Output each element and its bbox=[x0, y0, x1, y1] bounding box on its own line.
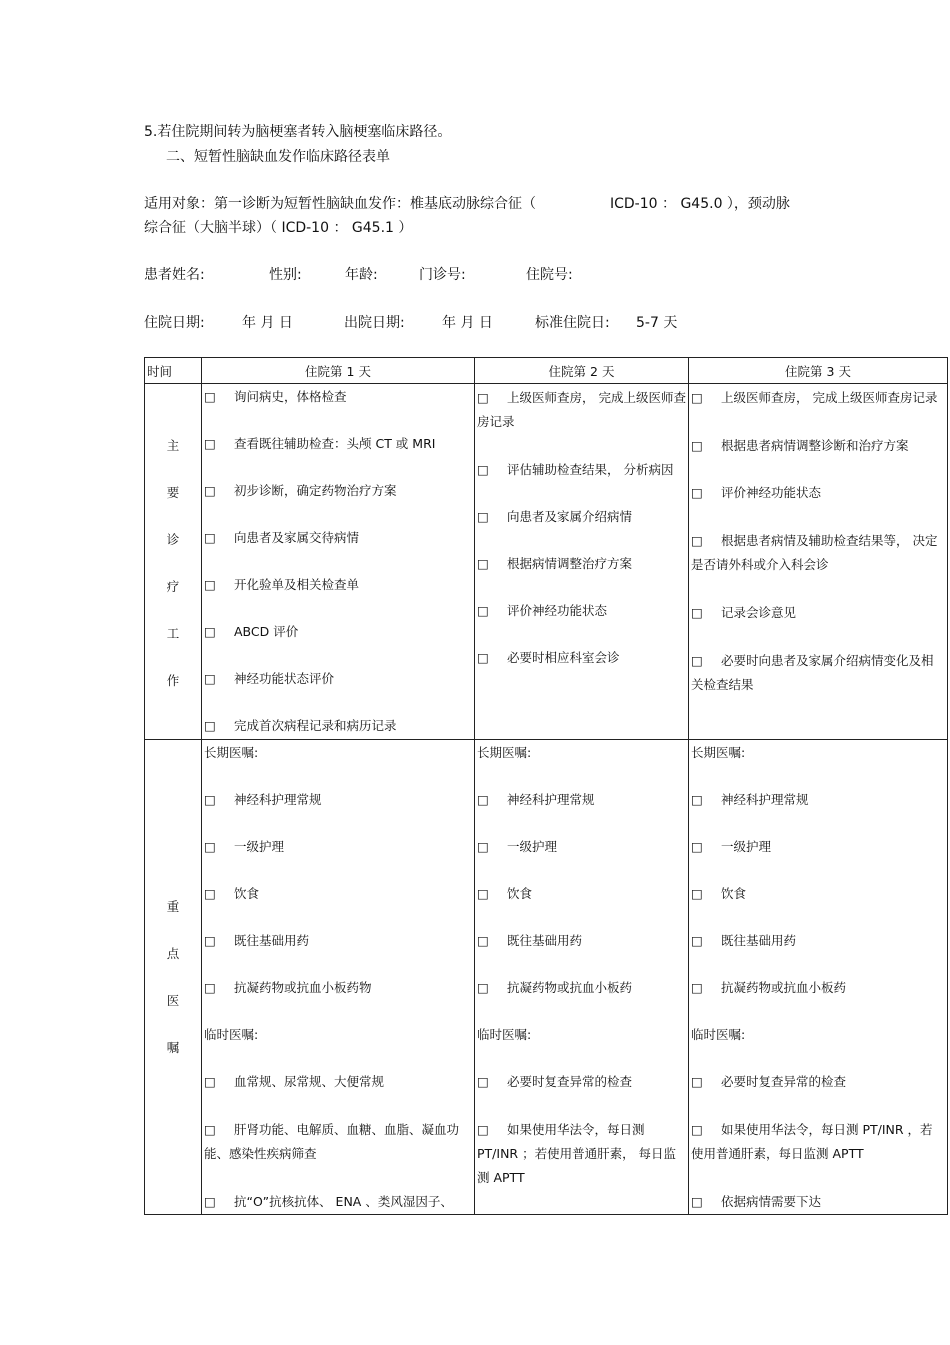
item-label: 根据患者病情及辅助检查结果等， 决定是否请外科或介入科会诊 bbox=[691, 533, 938, 572]
discharge-date-ymd: 年 月 日 bbox=[442, 315, 493, 331]
item-label: 开化验单及相关检查单 bbox=[234, 577, 360, 592]
checklist-item[interactable] bbox=[204, 1118, 472, 1166]
checklist-item[interactable] bbox=[477, 459, 686, 481]
checkbox-icon[interactable]: □ bbox=[204, 933, 216, 948]
item-label: 完成首次病程记录和病历记录 bbox=[234, 718, 397, 733]
checklist-item[interactable] bbox=[691, 930, 945, 952]
label-char: 疗 bbox=[166, 579, 180, 594]
checklist-item[interactable] bbox=[691, 1071, 945, 1093]
long-term-orders-label: 长期医嘱: bbox=[691, 745, 746, 760]
section-title: 二、短暂性脑缺血发作临床路径表单 bbox=[166, 149, 390, 165]
inpatient-number-label: 住院号: bbox=[526, 267, 573, 283]
checklist-item[interactable] bbox=[477, 789, 686, 811]
checkbox-icon[interactable]: □ bbox=[477, 1074, 489, 1089]
item-label: 记录会诊意见 bbox=[721, 605, 797, 620]
checklist-item[interactable] bbox=[691, 789, 945, 811]
main-work-day-3 bbox=[689, 384, 948, 740]
discharge-date-label: 出院日期: bbox=[344, 315, 405, 331]
item-label: 如果使用华法令，每日测 PT/INR ，若使用普通肝素，每日监测 APTT bbox=[691, 1122, 933, 1161]
checkbox-icon[interactable]: □ bbox=[204, 577, 216, 592]
checklist-item[interactable] bbox=[204, 574, 472, 596]
header-day-2: 住院第 2 天 bbox=[475, 358, 689, 384]
scope-line-2: 综合征（大脑半球）（ ICD-10 ： G45.1 ） bbox=[144, 220, 413, 236]
checkbox-icon[interactable]: □ bbox=[204, 718, 216, 733]
checkbox-icon[interactable]: □ bbox=[477, 792, 489, 807]
temporary-orders-label: 临时医嘱: bbox=[204, 1027, 259, 1042]
key-orders-day-1 bbox=[202, 740, 475, 1215]
checklist-item[interactable] bbox=[477, 883, 686, 905]
checklist-item[interactable] bbox=[204, 930, 472, 952]
main-work-label bbox=[145, 384, 202, 740]
item-label: 抗凝药物或抗血小板药物 bbox=[234, 980, 372, 995]
item-label: 神经科护理常规 bbox=[721, 792, 809, 807]
checklist-item[interactable] bbox=[477, 506, 686, 528]
clinic-number-label: 门诊号: bbox=[419, 267, 466, 283]
scope-line-1a: 适用对象：第一诊断为短暂性脑缺血发作：椎基底动脉综合征（ bbox=[144, 196, 536, 212]
checklist-item[interactable] bbox=[204, 883, 472, 905]
item-label: 饮食 bbox=[721, 886, 747, 901]
clinical-pathway-table bbox=[144, 357, 948, 1215]
checklist-item[interactable] bbox=[204, 480, 472, 502]
label-char: 作 bbox=[166, 673, 180, 688]
key-orders-label bbox=[145, 740, 202, 1215]
checklist-item[interactable] bbox=[204, 836, 472, 858]
checkbox-icon[interactable]: □ bbox=[204, 483, 216, 498]
checkbox-icon[interactable]: □ bbox=[204, 624, 216, 639]
checklist-item[interactable] bbox=[204, 433, 472, 455]
checklist-item[interactable] bbox=[691, 649, 945, 697]
checkbox-icon[interactable]: □ bbox=[691, 533, 703, 548]
checkbox-icon[interactable]: □ bbox=[477, 462, 489, 477]
checkbox-icon[interactable]: □ bbox=[204, 530, 216, 545]
item-label: 饮食 bbox=[507, 886, 533, 901]
checkbox-icon[interactable]: □ bbox=[691, 653, 703, 668]
item-label: 初步诊断，确定药物治疗方案 bbox=[234, 483, 397, 498]
item-label: ABCD 评价 bbox=[234, 624, 299, 639]
checklist-item[interactable] bbox=[477, 1118, 686, 1190]
item-label: 询问病史，体格检查 bbox=[234, 389, 347, 404]
header-row bbox=[145, 358, 948, 384]
label-char: 医 bbox=[166, 993, 180, 1008]
item-label: 神经科护理常规 bbox=[234, 792, 322, 807]
checklist-item[interactable] bbox=[477, 386, 686, 434]
item-label: 必要时相应科室会诊 bbox=[507, 650, 620, 665]
item-label: 血常规、尿常规、大便常规 bbox=[234, 1074, 385, 1089]
checklist-item[interactable] bbox=[691, 435, 945, 457]
sex-label: 性别: bbox=[269, 267, 302, 283]
checklist-item[interactable] bbox=[477, 836, 686, 858]
item-label: 神经科护理常规 bbox=[507, 792, 595, 807]
label-char: 点 bbox=[166, 946, 180, 961]
item-label: 既往基础用药 bbox=[507, 933, 583, 948]
item-label: 抗凝药物或抗血小板药 bbox=[721, 980, 847, 995]
item-label: 一级护理 bbox=[721, 839, 772, 854]
standard-stay-label: 标准住院日: bbox=[535, 315, 610, 331]
checklist-item[interactable] bbox=[691, 1118, 945, 1166]
checkbox-icon[interactable]: □ bbox=[691, 792, 703, 807]
admit-date-ymd: 年 月 日 bbox=[242, 315, 293, 331]
checkbox-icon[interactable]: □ bbox=[691, 839, 703, 854]
temporary-orders-label: 临时医嘱: bbox=[477, 1027, 532, 1042]
item-label: 一级护理 bbox=[507, 839, 558, 854]
checkbox-icon[interactable]: □ bbox=[204, 980, 216, 995]
checkbox-icon[interactable]: □ bbox=[691, 933, 703, 948]
item-label: 向患者及家属交待病情 bbox=[234, 530, 360, 545]
header-day-1: 住院第 1 天 bbox=[202, 358, 475, 384]
label-char: 工 bbox=[166, 626, 180, 641]
item-label: 必要时复查异常的检查 bbox=[507, 1074, 633, 1089]
scope-line-1b: ICD-10 ： G45.0 ），颈动脉 bbox=[610, 196, 790, 212]
checkbox-icon[interactable]: □ bbox=[204, 792, 216, 807]
checklist-item[interactable] bbox=[477, 1071, 686, 1093]
checklist-item[interactable] bbox=[204, 715, 472, 737]
item-label: 向患者及家属介绍病情 bbox=[507, 509, 633, 524]
checkbox-icon[interactable]: □ bbox=[691, 485, 703, 500]
item-label: 抗凝药物或抗血小板药 bbox=[507, 980, 633, 995]
item-label: 必要时向患者及家属介绍病情变化及相关检查结果 bbox=[691, 653, 934, 692]
checkbox-icon[interactable]: □ bbox=[691, 980, 703, 995]
checklist-item[interactable] bbox=[477, 600, 686, 622]
item-label: 上级医师查房， 完成上级医师查房记录 bbox=[477, 390, 686, 429]
checkbox-icon[interactable]: □ bbox=[477, 839, 489, 854]
dates-row bbox=[0, 312, 950, 332]
item-label: 必要时复查异常的检查 bbox=[721, 1074, 847, 1089]
checklist-item[interactable] bbox=[691, 1191, 945, 1213]
checklist-item[interactable] bbox=[204, 977, 472, 999]
main-work-day-1 bbox=[202, 384, 475, 740]
checkbox-icon[interactable]: □ bbox=[204, 1122, 216, 1137]
checkbox-icon[interactable]: □ bbox=[204, 436, 216, 451]
header-day-3: 住院第 3 天 bbox=[689, 358, 948, 384]
checkbox-icon[interactable]: □ bbox=[204, 389, 216, 404]
checklist-item[interactable] bbox=[691, 529, 945, 577]
key-orders-day-3 bbox=[689, 740, 948, 1215]
label-char: 重 bbox=[166, 899, 180, 914]
item-label: 肝肾功能、电解质、血糖、血脂、凝血功能、感染性疾病筛查 bbox=[204, 1122, 460, 1161]
checkbox-icon[interactable]: □ bbox=[477, 390, 489, 405]
item-label: 神经功能状态评价 bbox=[234, 671, 335, 686]
temporary-orders-label: 临时医嘱: bbox=[691, 1027, 746, 1042]
checklist-item[interactable] bbox=[691, 482, 945, 504]
main-work-day-2 bbox=[475, 384, 689, 740]
item-label: 评价神经功能状态 bbox=[721, 485, 822, 500]
checklist-item[interactable] bbox=[477, 553, 686, 575]
item-label: 一级护理 bbox=[234, 839, 285, 854]
checkbox-icon[interactable]: □ bbox=[204, 671, 216, 686]
checklist-item[interactable] bbox=[691, 836, 945, 858]
checklist-item[interactable] bbox=[204, 1191, 472, 1213]
item-label: 根据病情调整治疗方案 bbox=[507, 556, 633, 571]
checklist-item[interactable] bbox=[204, 789, 472, 811]
checklist-item[interactable] bbox=[204, 527, 472, 549]
age-label: 年龄: bbox=[345, 267, 378, 283]
checkbox-icon[interactable]: □ bbox=[477, 509, 489, 524]
item-label: 既往基础用药 bbox=[721, 933, 797, 948]
item-label: 上级医师查房， 完成上级医师查房记录 bbox=[721, 390, 938, 405]
checklist-item[interactable] bbox=[204, 621, 472, 643]
long-term-orders-label: 长期医嘱: bbox=[477, 745, 532, 760]
checkbox-icon[interactable]: □ bbox=[691, 1122, 703, 1137]
checkbox-icon[interactable]: □ bbox=[691, 1074, 703, 1089]
item-label: 饮食 bbox=[234, 886, 260, 901]
label-char: 要 bbox=[166, 485, 180, 500]
checkbox-icon[interactable]: □ bbox=[204, 839, 216, 854]
item-label: 既往基础用药 bbox=[234, 933, 310, 948]
key-orders-day-2 bbox=[475, 740, 689, 1215]
checklist-item[interactable] bbox=[204, 386, 472, 408]
checkbox-icon[interactable]: □ bbox=[691, 605, 703, 620]
checkbox-icon[interactable]: □ bbox=[691, 886, 703, 901]
checklist-item[interactable] bbox=[691, 386, 945, 410]
checklist-item[interactable] bbox=[477, 930, 686, 952]
checkbox-icon[interactable]: □ bbox=[204, 1194, 216, 1209]
checklist-item[interactable] bbox=[477, 647, 686, 669]
header-time: 时间 bbox=[145, 358, 202, 384]
item-label: 依据病情需要下达 bbox=[721, 1194, 822, 1209]
main-work-row bbox=[145, 384, 948, 740]
patient-name-label: 患者姓名: bbox=[144, 267, 205, 283]
checklist-item[interactable] bbox=[691, 883, 945, 905]
key-orders-row bbox=[145, 740, 948, 1215]
item-label: 抗“O”抗核抗体、 ENA 、类风湿因子、 bbox=[234, 1194, 453, 1209]
checklist-item[interactable] bbox=[691, 602, 945, 624]
checkbox-icon[interactable]: □ bbox=[477, 886, 489, 901]
checkbox-icon[interactable]: □ bbox=[691, 438, 703, 453]
checkbox-icon[interactable]: □ bbox=[691, 1194, 703, 1209]
checklist-item[interactable] bbox=[204, 1071, 472, 1093]
checkbox-icon[interactable]: □ bbox=[477, 650, 489, 665]
item-label: 评估辅助检查结果， 分析病因 bbox=[507, 462, 674, 477]
intro-line-1: 5.若住院期间转为脑梗塞者转入脑梗塞临床路径。 bbox=[144, 124, 452, 140]
checkbox-icon[interactable]: □ bbox=[477, 603, 489, 618]
label-char: 主 bbox=[166, 438, 180, 453]
item-label: 查看既往辅助检查：头颅 CT 或 MRI bbox=[234, 436, 436, 451]
item-label: 评价神经功能状态 bbox=[507, 603, 608, 618]
checkbox-icon[interactable]: □ bbox=[477, 980, 489, 995]
checkbox-icon[interactable]: □ bbox=[477, 933, 489, 948]
checkbox-icon[interactable]: □ bbox=[477, 556, 489, 571]
label-char: 嘱 bbox=[166, 1040, 180, 1055]
item-label: 如果使用华法令，每日测 PT/INR ；若使用普通肝素， 每日监测 APTT bbox=[477, 1122, 677, 1185]
checklist-item[interactable] bbox=[477, 977, 686, 999]
standard-stay-value: 5-7 天 bbox=[636, 315, 678, 331]
admit-date-label: 住院日期: bbox=[144, 315, 205, 331]
checkbox-icon[interactable]: □ bbox=[477, 1122, 489, 1137]
item-label: 根据患者病情调整诊断和治疗方案 bbox=[721, 438, 909, 453]
patient-info-row bbox=[0, 264, 950, 284]
checkbox-icon[interactable]: □ bbox=[204, 886, 216, 901]
checklist-item[interactable] bbox=[691, 977, 945, 999]
long-term-orders-label: 长期医嘱: bbox=[204, 745, 259, 760]
checkbox-icon[interactable]: □ bbox=[691, 390, 703, 405]
checklist-item[interactable] bbox=[204, 668, 472, 690]
label-char: 诊 bbox=[166, 532, 180, 547]
checkbox-icon[interactable]: □ bbox=[204, 1074, 216, 1089]
